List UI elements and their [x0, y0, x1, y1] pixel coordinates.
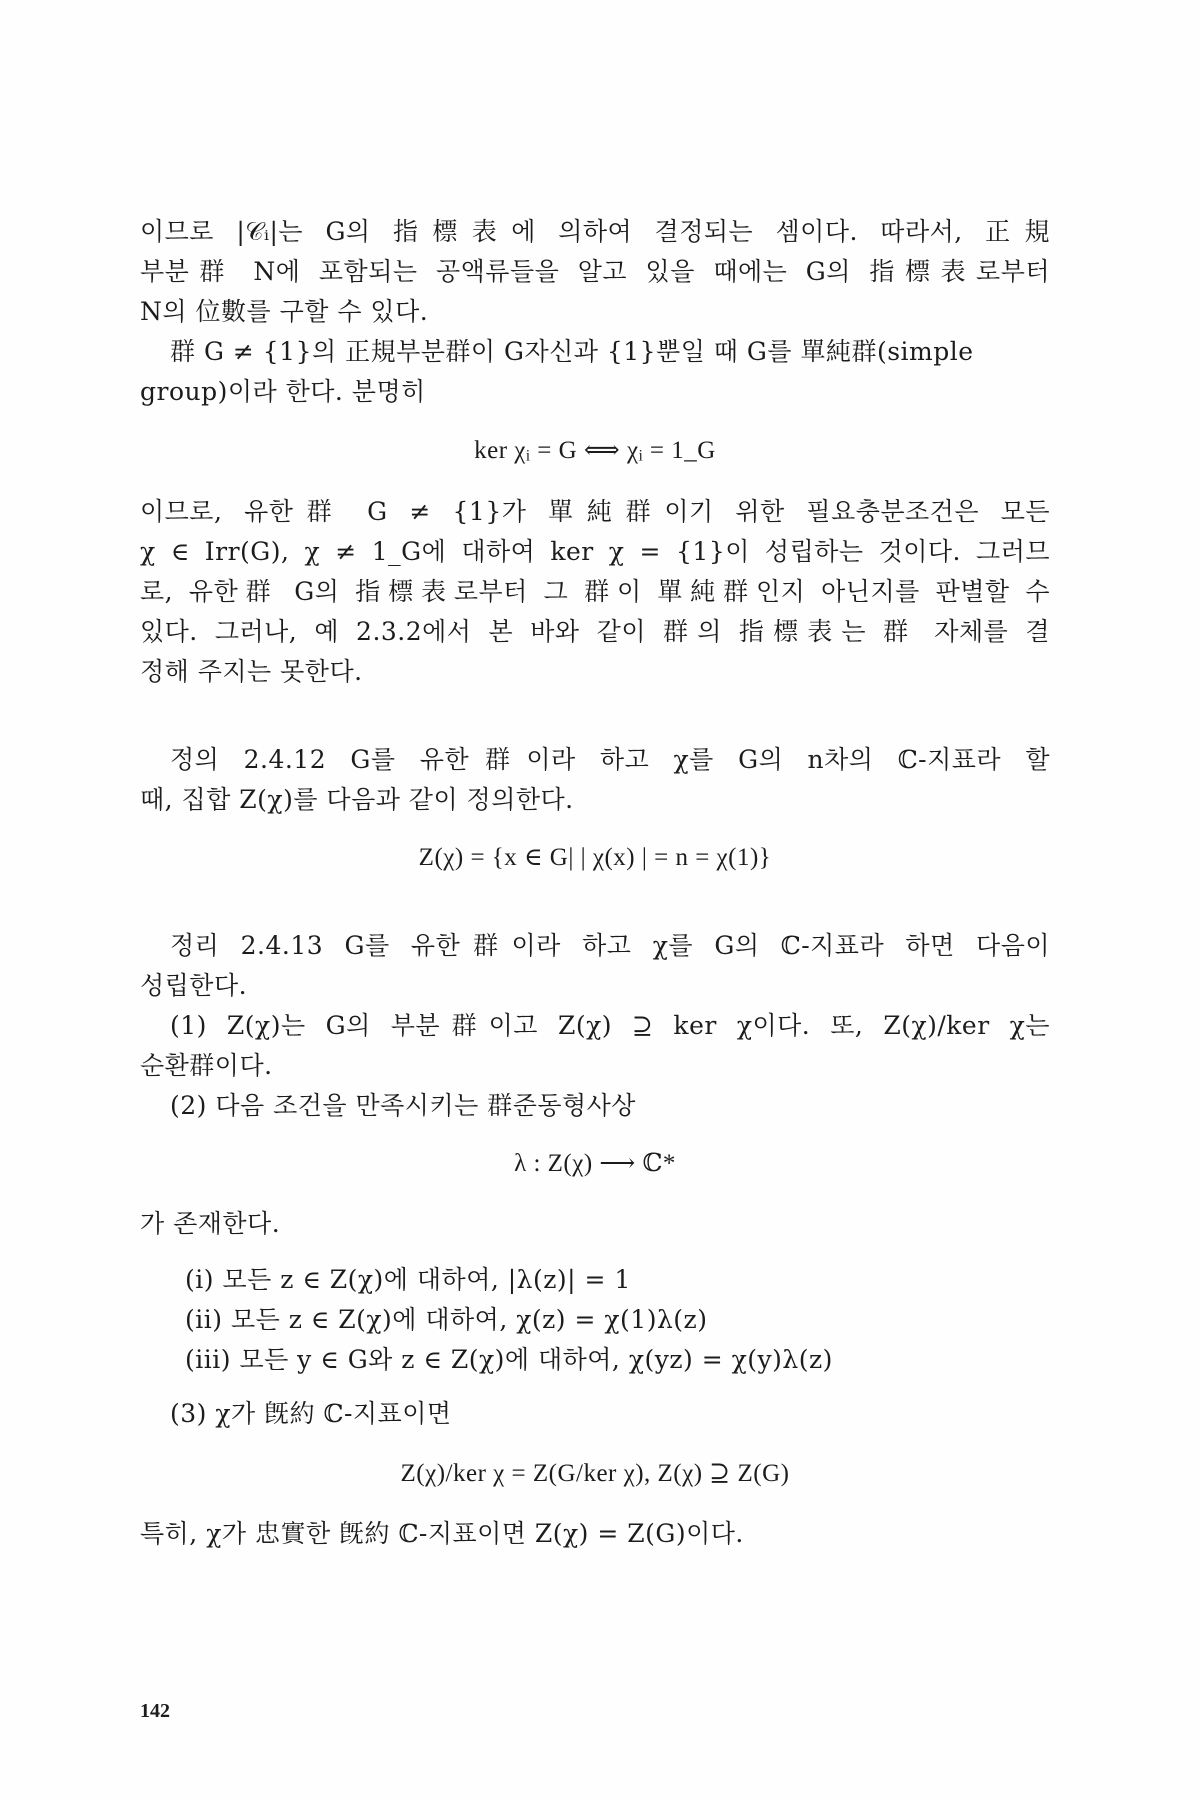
condition-item: (i) 모든 z ∈ Z(χ)에 대하여, |λ(z)| = 1	[185, 1265, 631, 1294]
condition-item: (iii) 모든 y ∈ G와 z ∈ Z(χ)에 대하여, χ(yz) = χ(y)λ(z)	[185, 1345, 833, 1374]
display-equation: ker χᵢ = G ⟺ χᵢ = 1_G	[474, 437, 716, 464]
text-line: 群 G ≠ {1}의 正規부분群이 G자신과 {1}뿐일 때 G를 單純群(simple	[170, 337, 974, 366]
page-number: 142	[140, 1700, 170, 1722]
text-line: 부분群 N에 포함되는 공액류들을 알고 있을 때에는 G의 指標表로부터	[140, 257, 1050, 286]
text-line: 로, 유한群 G의 指標表로부터 그 群이 單純群인지 아닌지를 판별할 수	[140, 577, 1050, 606]
text-line: 때, 집합 Z(χ)를 다음과 같이 정의한다.	[140, 785, 574, 814]
text-line: group)이라 한다. 분명히	[140, 377, 426, 406]
text-line: 특히, χ가 忠實한 旣約 ℂ-지표이면 Z(χ) = Z(G)이다.	[140, 1519, 744, 1548]
display-equation: Z(χ) = {x ∈ G| | χ(x) | = n = χ(1)}	[418, 844, 772, 871]
definition-heading-line: 정의 2.4.12 G를 유한群이라 하고 χ를 G의 n차의 ℂ-지표라 할	[170, 745, 1050, 774]
text-line: 이므로, 유한群 G ≠ {1}가 單純群이기 위한 필요충분조건은 모든	[140, 497, 1050, 526]
text-line: 있다. 그러나, 예 2.3.2에서 본 바와 같이 群의 指標表는 群 자체를 결	[140, 617, 1050, 646]
theorem-heading-line: 정리 2.4.13 G를 유한群이라 하고 χ를 G의 ℂ-지표라 하면 다음이	[170, 931, 1050, 960]
text-line: χ ∈ Irr(G), χ ≠ 1_G에 대하여 ker χ = {1}이 성립하는 것이다. 그러므	[140, 537, 1050, 566]
display-equation: Z(χ)/ker χ = Z(G/ker χ), Z(χ) ⊇ Z(G)	[400, 1460, 790, 1487]
display-equation: λ : Z(χ) ⟶ ℂ*	[514, 1150, 676, 1177]
condition-item: (ii) 모든 z ∈ Z(χ)에 대하여, χ(z) = χ(1)λ(z)	[185, 1305, 708, 1334]
text-line: 순환群이다.	[140, 1051, 273, 1080]
text-line: (1) Z(χ)는 G의 부분群이고 Z(χ) ⊇ ker χ이다. 또, Z(χ)/ker χ는	[170, 1011, 1050, 1040]
text-line: 성립한다.	[140, 971, 248, 1000]
text-line: (3) χ가 旣約 ℂ-지표이면	[170, 1399, 452, 1428]
text-line: (2) 다음 조건을 만족시키는 群준동형사상	[170, 1091, 636, 1120]
text-line: N의 位數를 구할 수 있다.	[140, 297, 429, 326]
text-line: 이므로 |𝒞ᵢ|는 G의 指標表에 의하여 결정되는 셈이다. 따라서, 正規	[140, 217, 1050, 246]
text-line: 정해 주지는 못한다.	[140, 657, 363, 686]
text-line: 가 존재한다.	[140, 1209, 281, 1238]
